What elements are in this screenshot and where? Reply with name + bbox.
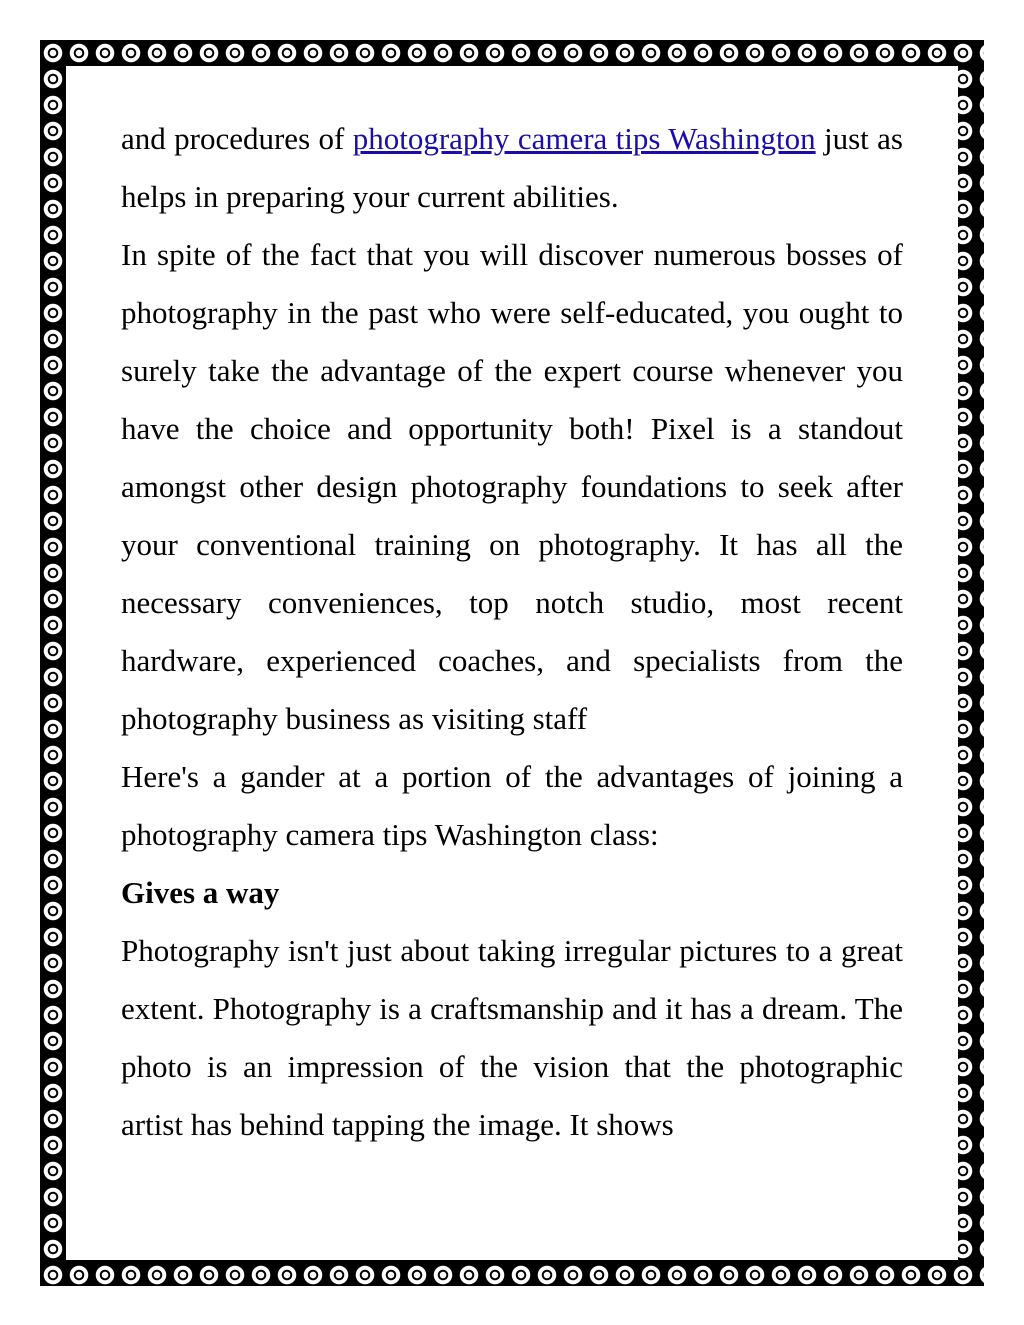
- section-heading: Gives a way: [121, 875, 280, 910]
- paragraph-1-text-start: and procedures of: [121, 121, 353, 156]
- photography-tips-link[interactable]: photography camera tips Washington: [352, 121, 816, 156]
- paragraph-1-text-end: just as helps in preparing your current abilities.: [121, 121, 903, 214]
- paragraph-3: Here's a gander at a portion of the advantages of joining a photography camera tips Washington class:: [121, 759, 903, 852]
- paragraph-4: Photography isn't just about taking irregular pictures to a great extent. Photography is a craftsmanship and it has a dream. The photo is an impression of the vision that the photographic artist has behind tapping the image. It shows: [121, 933, 903, 1142]
- document-body: [121, 110, 903, 1154]
- paragraph-1: [121, 110, 903, 226]
- paragraph-2: In spite of the fact that you will discover numerous bosses of photography in the past who were self-educated, you ought to surely take the advantage of the expert course whenever you have the choice and opportunity both! Pixel is a standout amongst other design photography foundations to seek after your conventional training on photography. It has all the necessary conveniences, top notch studio, most recent hardware, experienced coaches, and specialists from the photography business as visiting staff: [121, 237, 903, 736]
